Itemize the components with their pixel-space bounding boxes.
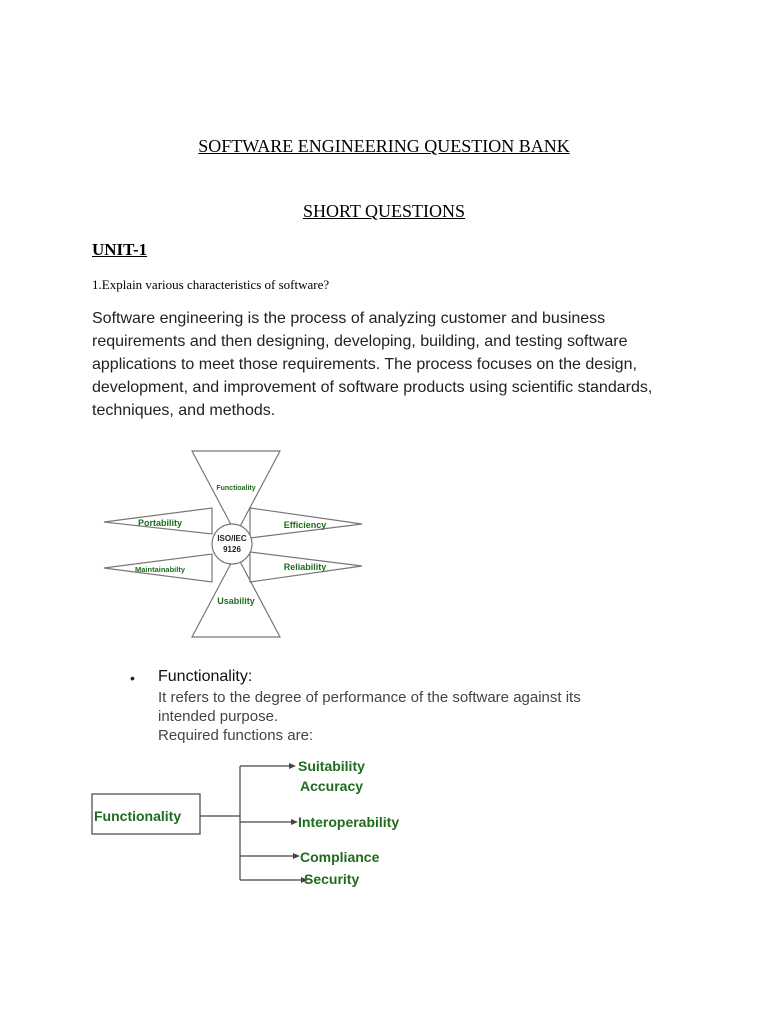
compliance-label: Compliance bbox=[300, 849, 380, 865]
bullet-heading: Functionality: bbox=[158, 668, 253, 685]
functionality-tree-diagram bbox=[90, 756, 430, 892]
bullet-dot: • bbox=[130, 670, 135, 686]
paragraph-line: development, and improvement of software products using scientific standards, bbox=[92, 379, 653, 396]
iso-quality-diagram bbox=[100, 448, 370, 643]
functionality-label: Functioality bbox=[216, 485, 256, 492]
iso-center-label-line2: 9126 bbox=[223, 545, 241, 554]
iso-center-label-line1: ISO/IEC bbox=[217, 534, 247, 543]
arrowhead bbox=[293, 853, 300, 859]
suitability-label: Suitability bbox=[298, 758, 365, 774]
iso-center-circle bbox=[212, 524, 252, 564]
unit-heading: UNIT-1 bbox=[92, 240, 148, 259]
bullet-body-line: It refers to the degree of performance of the software against its bbox=[158, 689, 581, 706]
paragraph-line: Software engineering is the process of analyzing customer and business bbox=[92, 310, 606, 327]
functionality-triangle bbox=[192, 451, 280, 534]
usability-label: Usability bbox=[217, 596, 255, 606]
maintainability-label: Maintainabilty bbox=[134, 565, 186, 574]
arrowhead bbox=[289, 763, 296, 769]
reliability-label: Reliability bbox=[283, 562, 327, 572]
bullet-body-line: intended purpose. bbox=[158, 708, 279, 725]
question-text: 1.Explain various characteristics of software? bbox=[92, 277, 330, 292]
accuracy-label: Accuracy bbox=[300, 778, 364, 794]
portability-label: Portability bbox=[137, 518, 183, 528]
section-title: SHORT QUESTIONS bbox=[302, 201, 466, 221]
document-title: SOFTWARE ENGINEERING QUESTION BANK bbox=[198, 136, 570, 156]
paragraph-line: techniques, and methods. bbox=[92, 402, 276, 419]
paragraph-line: requirements and then designing, developing, building, and testing software bbox=[92, 333, 628, 350]
security-label: Security bbox=[304, 871, 360, 887]
arrowhead bbox=[291, 819, 298, 825]
functionality-root-label: Functionality bbox=[94, 808, 182, 824]
bullet-body-line: Required functions are: bbox=[158, 727, 314, 744]
paragraph-line: applications to meet those requirements. The process focuses on the design, bbox=[92, 356, 637, 373]
answer-paragraph bbox=[92, 307, 672, 422]
efficiency-label: Efficiency bbox=[283, 520, 327, 530]
interoperability-label: Interoperability bbox=[298, 814, 400, 830]
bullet-body bbox=[158, 688, 678, 745]
